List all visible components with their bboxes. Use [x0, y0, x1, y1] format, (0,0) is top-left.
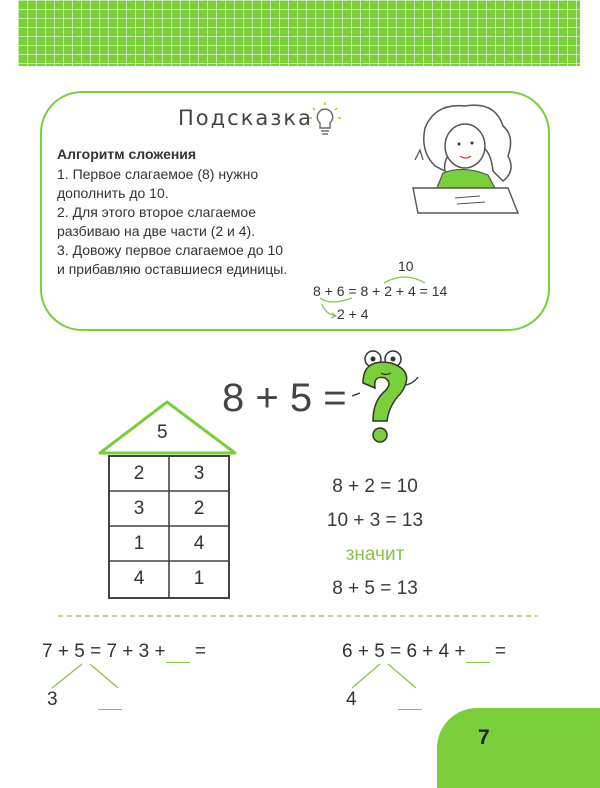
step-equation: 10 + 3 = 13 [326, 510, 424, 531]
algorithm-line: 2. Для этого второе слагаемое [57, 204, 256, 220]
house-cell: 2 [193, 497, 205, 519]
algorithm-line: дополнить до 10. [57, 185, 169, 201]
exercise-equation [42, 641, 206, 663]
lightbulb-icon [305, 100, 345, 140]
split-lines [340, 662, 430, 692]
hint-title: Подсказка [178, 106, 313, 130]
grid-header-band [18, 0, 580, 66]
example-split: 2 + 4 [337, 306, 369, 322]
house-cell: 2 [133, 462, 145, 484]
split-lines [40, 662, 130, 692]
exercise-equals: = [494, 641, 506, 662]
split-number: 4 [346, 689, 357, 710]
example-equation: 8 + 6 = 8 + 2 + 4 = 14 [313, 283, 448, 299]
house-cell: 3 [193, 462, 205, 484]
exercise-left: 7 + 5 = 7 + 3 + [42, 641, 166, 662]
exercise-left: 6 + 5 = 6 + 4 + [342, 641, 466, 662]
girl-illustration [405, 98, 530, 223]
page-number-tab [437, 708, 600, 788]
house-cell: 4 [193, 532, 205, 554]
dashed-divider [58, 614, 538, 618]
split-answer-blank[interactable] [98, 693, 122, 710]
house-cell: 4 [133, 567, 145, 589]
algorithm-title: Алгоритм сложения [57, 146, 197, 162]
algorithm-line: 1. Первое слагаемое (8) нужно [57, 166, 259, 182]
step-equation: 8 + 2 = 10 [332, 476, 418, 497]
algorithm-line: разбиваю на две части (2 и 4). [57, 223, 256, 239]
algorithm-line: и прибавляю оставшиеся единицы. [57, 261, 288, 277]
main-equation: 8 + 5 = [222, 376, 347, 420]
answer-blank[interactable] [466, 646, 490, 663]
house-roof-number: 5 [157, 422, 168, 443]
house-cell: 1 [133, 532, 145, 554]
house-cell: 1 [193, 567, 205, 589]
example-ten-label: 10 [398, 258, 414, 274]
house-cell: 3 [133, 497, 145, 519]
exercise-equation [342, 641, 506, 663]
conclusion-word: значит [345, 544, 405, 565]
split-answer-blank[interactable] [398, 693, 422, 710]
exercise-equals: = [194, 641, 206, 662]
question-mark-frog-icon [348, 345, 428, 445]
page-number: 7 [478, 726, 490, 749]
algorithm-line: 3. Довожу первое слагаемое до 10 [57, 242, 284, 258]
split-number: 3 [47, 689, 58, 710]
result-equation: 8 + 5 = 13 [332, 578, 418, 599]
answer-blank[interactable] [166, 646, 190, 663]
